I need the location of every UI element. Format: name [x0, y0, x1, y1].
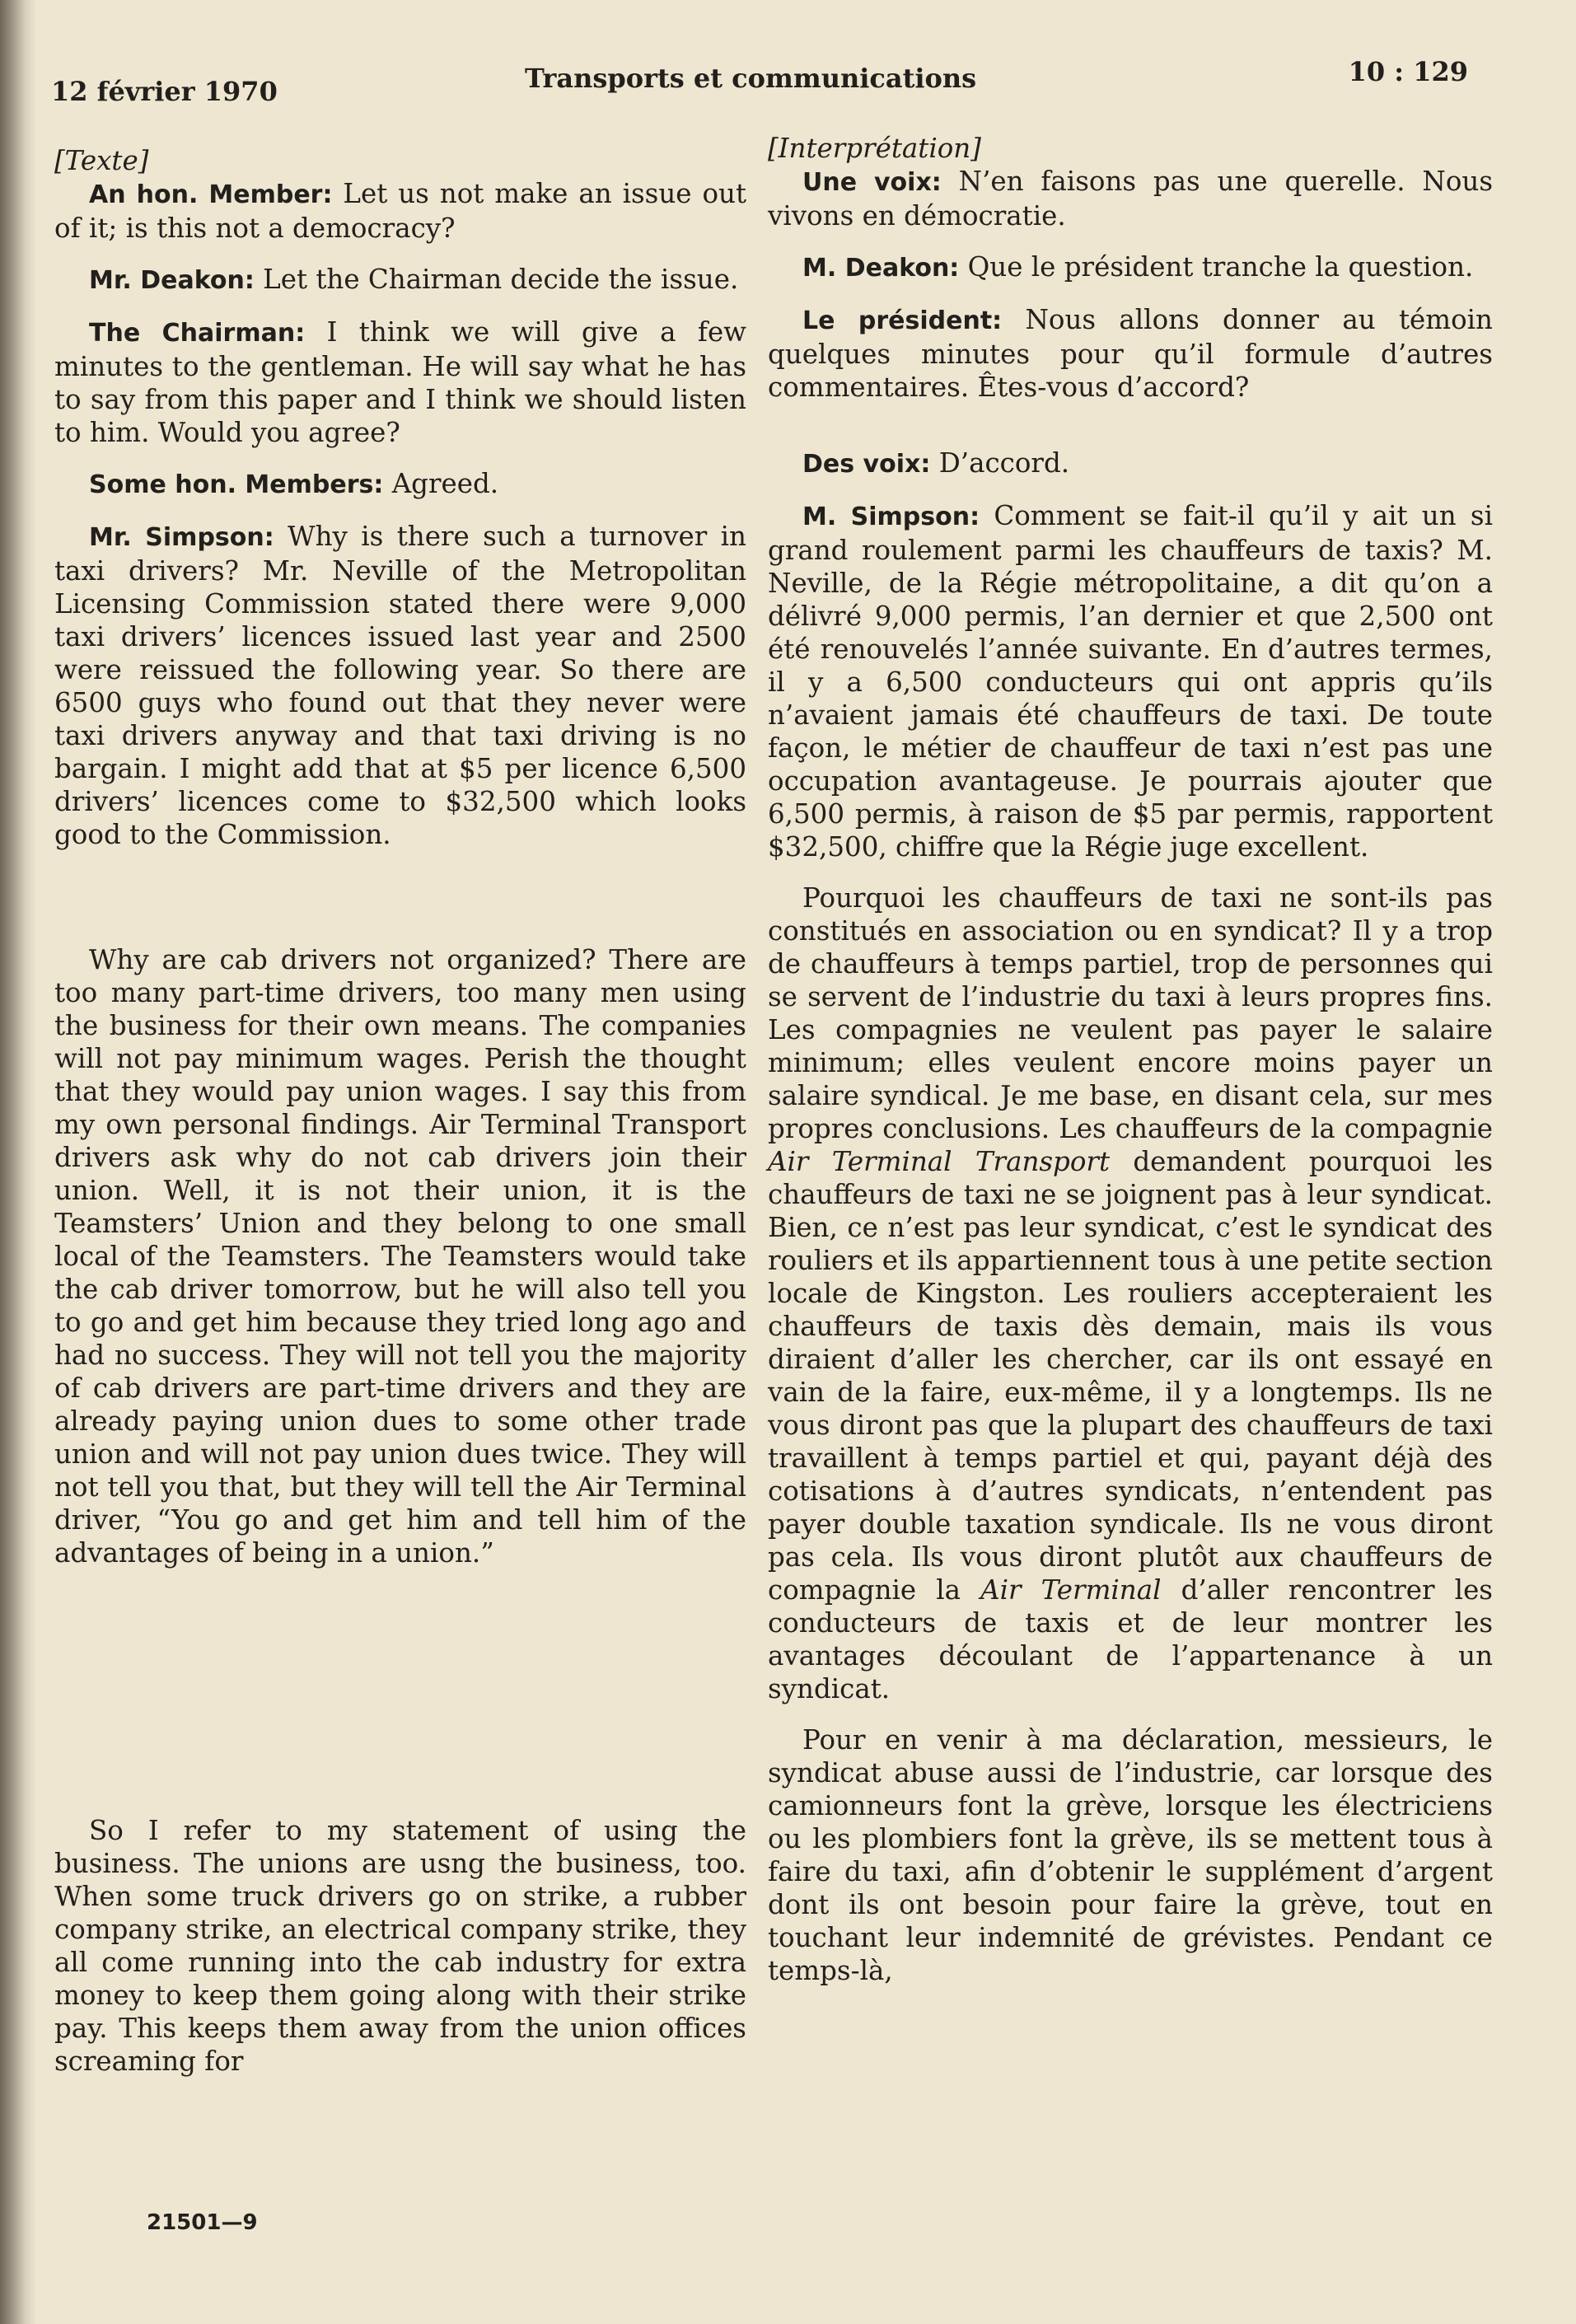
- language-tag: [Texte]: [54, 145, 149, 176]
- header-date: 12 février 1970: [51, 76, 278, 107]
- paragraph: [768, 165, 1493, 232]
- paragraph-text: Pourquoi les chauffeurs de taxi ne sont-ils pas constitués en association ou en syndicat? Il y a trop de chauffeurs à temps partiel, trop de personnes qui se servent de l’industrie du taxi à leurs propres fins. Les compagnies ne veulent pas payer le salaire minimum; elles veulent encore moins payer un salaire syndical. Je me base, en disant cela, sur mes propres conclusions. Les chauffeurs de la compagnie: [768, 882, 1493, 1144]
- footer-code: 21501—9: [147, 2210, 258, 2235]
- paragraph: Why are cab drivers not organized? There are too many part-time drivers, too many men using the business for their own means. The companies will not pay minimum wages. Perish the thought that they would pay union wages. I say this from my own personal findings. Air Terminal Transport drivers ask why do not cab drivers join their union. Well, it is not their union, it is the Teamsters’ Union and they belong to one small local of the Teamsters. The Teamsters would take the cab driver tomorrow, but he will also tell you to go and get him because they tried long ago and had no success. They will not tell you the majority of cab drivers are part-time drivers and they are already paying union dues to some other trade union and will not pay union dues twice. They will not tell you that, but they will tell the Air Terminal driver, “You go and get him and tell him of the advantages of being in a union.”: [54, 944, 746, 1569]
- speech-text: N’en faisons pas une querelle. Nous vivons en démocratie.: [768, 166, 1494, 231]
- speech-text: I think we will give a few minutes to the gentleman. He will say what he has to say from this paper and I think we should listen to him. Would you agree?: [54, 316, 747, 448]
- paragraph: So I refer to my statement of using the business. The unions are usng the business, too. When some truck drivers go on strike, a rubber company strike, an electrical company strike, they all come running into the cab industry for extra money to keep them going along with their strike pay. This keeps them away from the union offices screaming for: [54, 1815, 746, 2077]
- paragraph: [768, 250, 1493, 285]
- speaker-name: The Chairman:: [89, 319, 306, 348]
- speech-text: Nous allons donner au témoin quelques minutes pour qu’il formule d’autres commentaires. Êtes-vous d’accord?: [768, 304, 1493, 403]
- company-name: Air Terminal Transport: [768, 1146, 1111, 1177]
- speaker-name: Mr. Deakon:: [89, 266, 255, 295]
- paragraph: [54, 263, 746, 297]
- paragraph-text: d’aller rencontrer les conducteurs de taxis et de leur montrer les avantages découlant de l’appartenance à un syndicat.: [768, 1574, 1493, 1704]
- paragraph-text: demandent pourquoi les chauffeurs de taxi ne se joignent pas à leur syndicat. Bien, ce n’est pas leur syndicat, c’est le syndicat des rouliers et ils appartiennent tous à une petite section locale de Kingston. Les rouliers accepteraient les chauffeurs de taxis dès demain, mais ils vous diraient d’aller les chercher, car ils ont essayé en vain de la faire, eux-même, il y a longtemps. Ils ne vous diront pas que la plupart des chauffeurs de taxi travaillent à temps partiel et qui, payant déjà des cotisations à d’autres syndicats, n’entendent pas payer double taxation syndicale. Ils ne vous diront pas cela. Ils vous diront plutôt aux chauffeurs de compagnie la: [768, 1146, 1493, 1606]
- speech-text: Agreed.: [383, 468, 499, 499]
- speech-text: D’accord.: [930, 447, 1070, 479]
- speech-text: Why is there such a turnover in taxi drivers? Mr. Neville of the Metropolitan Licensing Commission stated there were 9,000 taxi drivers’ licences issued last year and 2500 were reissued the following year. So there are 6500 guys who found out that they never were taxi drivers anyway and that taxi driving is no bargain. I might add that at $5 per licence 6,500 drivers’ licences come to $32,500 which looks good to the Commission.: [54, 521, 746, 850]
- speech-text: Que le président tranche la question.: [959, 251, 1474, 283]
- paragraph: Pour en venir à ma déclaration, messieurs, le syndicat abuse aussi de l’industrie, car lorsque des camionneurs font la grève, lorsque les électriciens ou les plombiers font la grève, ils se mettent tous à faire du taxi, afin d’obtenir le supplément d’argent dont ils ont besoin pour faire la grève, tout en touchant leur indemnité de grévistes. Pendant ce temps-là,: [768, 1724, 1493, 1986]
- speaker-name: M. Deakon:: [802, 254, 960, 283]
- language-tag: [Interprétation]: [768, 133, 981, 164]
- header-page-number: 10 : 129: [1348, 56, 1468, 87]
- paragraph: [768, 303, 1493, 404]
- speech-text: Let us not make an issue out of it; is this not a democracy?: [54, 178, 747, 244]
- speaker-name: Le président:: [802, 306, 1003, 335]
- english-column: [54, 144, 746, 2096]
- header-title: Transports et communications: [525, 63, 977, 94]
- paragraph: [768, 881, 1493, 1705]
- paragraph: [54, 467, 746, 502]
- paragraph: [54, 520, 746, 851]
- speech-text: Comment se fait-il qu’il y ait un si grand roulement parmi les chauffeurs de taxis? M. Neville, de la Régie métropolitaine, a dit qu’on a délivré 9,000 permis, l’an dernier et que 2,500 ont été renouvelés l’année suivante. En d’autres termes, il y a 6,500 conducteurs qui ont appris qu’ils n’avaient jamais été chauffeurs de taxi. De toute façon, le métier de chauffeur de taxi n’est pas une occupation avantageuse. Je pourrais ajouter que 6,500 permis, à raison de $5 par permis, rapportent $32,500, chiffre que la Régie juge excellent.: [768, 500, 1494, 863]
- french-column: [768, 132, 1493, 2005]
- speaker-name: Some hon. Members:: [89, 470, 384, 499]
- paragraph: [54, 177, 746, 245]
- speaker-name: Mr. Simpson:: [89, 523, 274, 552]
- speaker-name: Une voix:: [802, 168, 942, 197]
- running-header: [51, 51, 1468, 107]
- speech-text: Let the Chairman decide the issue.: [254, 264, 739, 295]
- paragraph: [54, 316, 746, 449]
- speaker-name: M. Simpson:: [802, 503, 980, 531]
- speaker-name: An hon. Member:: [89, 180, 333, 209]
- page-binding-shadow: [0, 0, 36, 2324]
- speaker-name: Des voix:: [802, 450, 931, 479]
- paragraph: [768, 499, 1493, 863]
- paragraph: [768, 447, 1493, 481]
- company-name: Air Terminal: [980, 1574, 1162, 1606]
